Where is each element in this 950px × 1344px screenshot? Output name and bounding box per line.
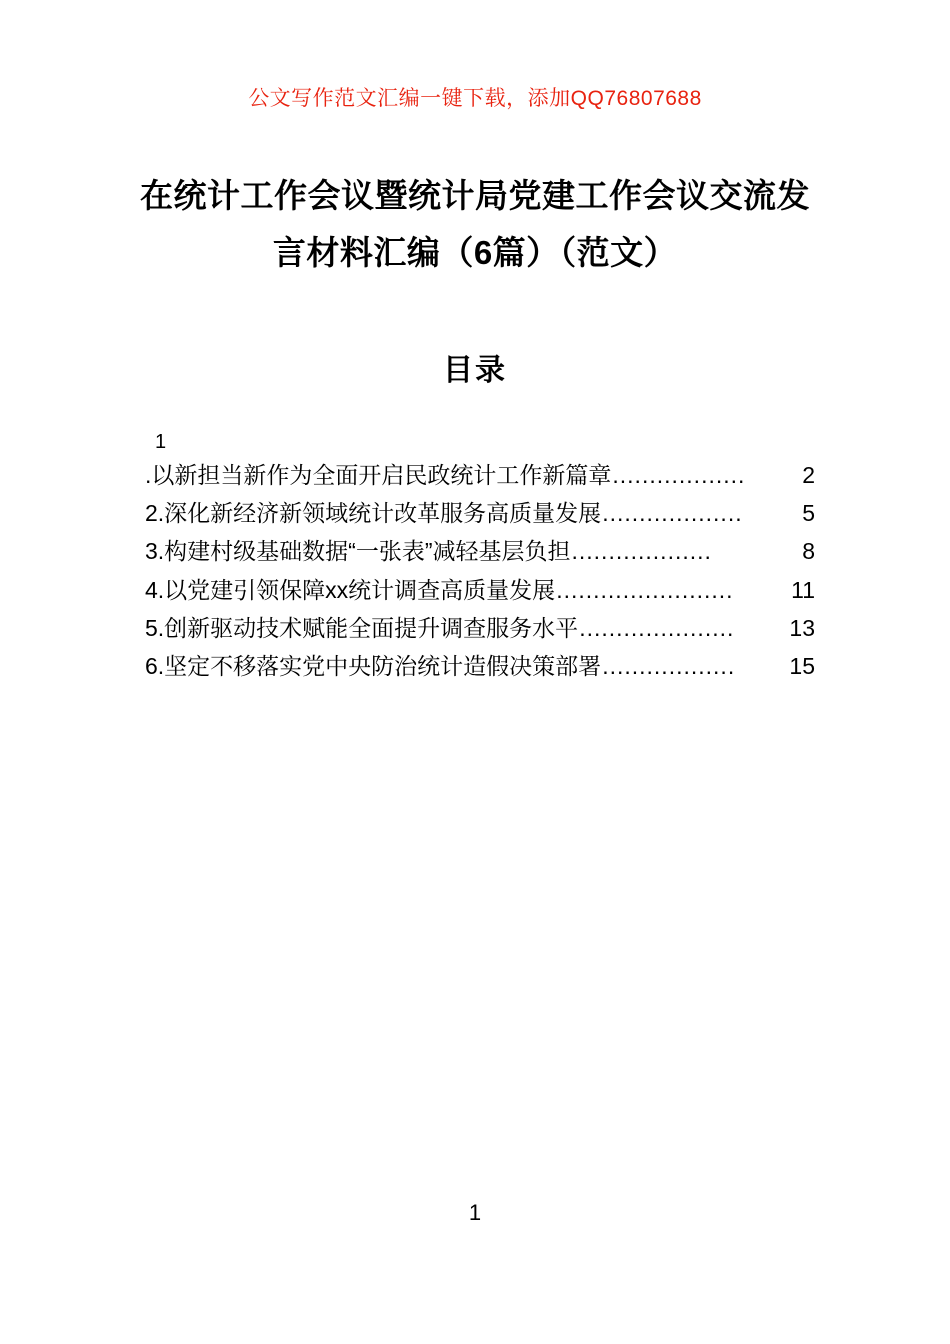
toc-entry-label: 3.构建村级基础数据“一张表”减轻基层负担 <box>145 538 571 565</box>
toc-heading: 目录 <box>443 354 507 387</box>
toc-leading-number: 1 <box>155 431 167 453</box>
list-item[interactable] <box>145 456 815 494</box>
toc-entry-label: .以新担当新作为全面开启民政统计工作新篇章 <box>145 462 612 488</box>
toc-entry-dots: .................. <box>602 652 736 679</box>
promo-banner: 公文写作范文汇编一键下载，添加QQ76807688 <box>248 87 702 110</box>
table-of-contents <box>145 432 815 685</box>
toc-entry-dots: .................. <box>612 462 746 488</box>
list-item[interactable] <box>145 647 815 685</box>
toc-entry-page: 2 <box>802 462 815 488</box>
toc-entry-dots: ..................... <box>579 614 735 641</box>
toc-entry-page: 11 <box>791 576 815 603</box>
list-item[interactable] <box>145 571 815 609</box>
toc-entry-page: 15 <box>789 652 815 679</box>
page-title: 在统计工作会议暨统计局党建工作会议交流发言材料汇编（6篇）（范文） <box>140 177 810 271</box>
toc-entry-page: 5 <box>802 500 815 527</box>
list-item[interactable] <box>145 609 815 647</box>
toc-entry-dots: ................... <box>571 538 712 565</box>
toc-entry-page: 13 <box>789 614 815 641</box>
toc-entry-label: 2.深化新经济新领域统计改革服务高质量发展 <box>145 500 602 527</box>
list-item[interactable] <box>145 532 815 570</box>
toc-entry-label: 6.坚定不移落实党中央防治统计造假决策部署 <box>145 652 602 679</box>
toc-entry-label: 4.以党建引领保障xx统计调查高质量发展 <box>145 576 556 603</box>
toc-entry-dots: ................... <box>602 500 743 527</box>
toc-entry-label: 5.创新驱动技术赋能全面提升调查服务水平 <box>145 614 579 641</box>
footer-page-number: 1 <box>468 1200 482 1225</box>
toc-entry-dots: ........................ <box>556 576 734 603</box>
list-item[interactable] <box>145 494 815 532</box>
toc-entry-page: 8 <box>802 538 815 565</box>
